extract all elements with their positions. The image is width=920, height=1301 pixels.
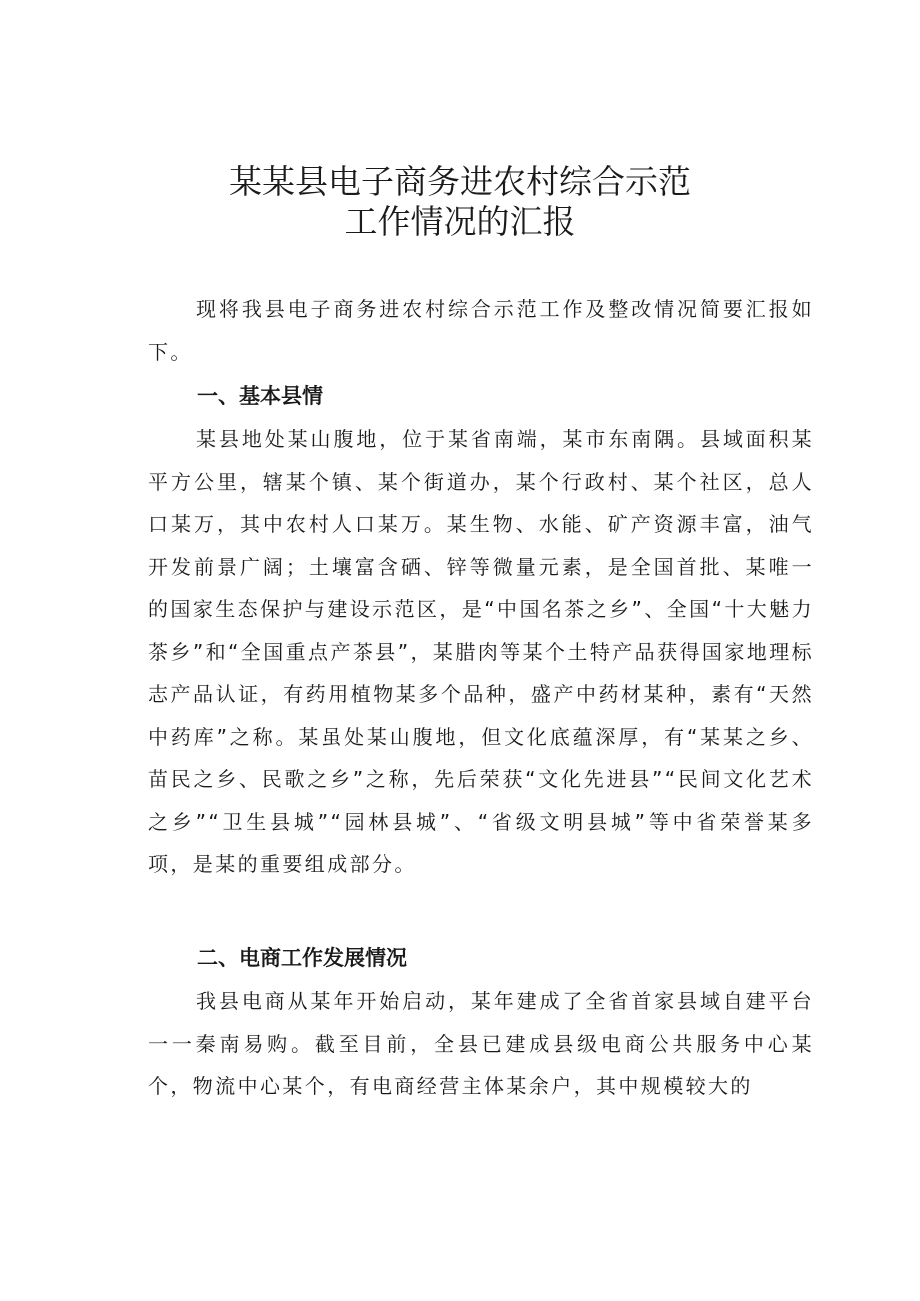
document-title-line-1: 某某县电子商务进农村综合示范 <box>229 162 691 201</box>
section-paragraph-basic-info: 某县地处某山腹地，位于某省南端，某市东南隅。县域面积某平方公里，辖某个镇、某个街道办，某个行政村、某个社区，总人口某万，其中农村人口某万。某生物、水能、矿产资源丰富，油气开发前景广阔；土壤富含硒、锌等微量元素，是全国首批、某唯一的国家生态保护与建设示范区，是“中国名茶之乡”、全国“十大魅力茶乡”和“全国重点产茶县”，某腊肉等某个土特产品获得国家地理标志产品认证，有药用植物某多个品种，盛产中药材某种，素有“天然中药库”之称。某虽处某山腹地，但文化底蕴深厚，有“某某之乡、苗民之乡、民歌之乡”之称，先后荣获“文化先进县”“民间文化艺术之乡”“卫生县城”“园林县城”、“省级文明县城”等中省荣誉某多项，是某的重要组成部分。 <box>148 427 814 876</box>
section-heading-basic-info: 一、基本县情 <box>197 384 323 408</box>
section-heading-ecommerce: 二、电商工作发展情况 <box>197 946 407 970</box>
section-paragraph-ecommerce: 我县电商从某年开始启动，某年建成了全省首家县域自建平台一一秦南易购。截至目前，全县已建成县级电商公共服务中心某个，物流中心某个，有电商经营主体某余户，其中规模较大的 <box>148 989 814 1098</box>
document-title-line-2: 工作情况的汇报 <box>344 202 576 241</box>
intro-paragraph: 现将我县电子商务进农村综合示范工作及整改情况简要汇报如下。 <box>148 297 814 364</box>
